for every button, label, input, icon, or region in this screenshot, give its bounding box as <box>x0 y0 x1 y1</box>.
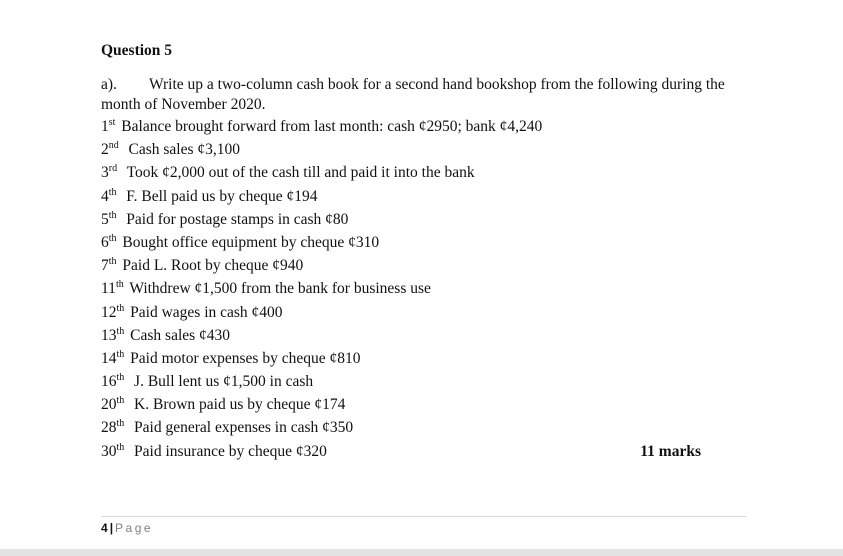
entry-day: 30 <box>101 442 117 460</box>
entry-day-suffix: th <box>116 441 125 453</box>
question-title: Question 5 <box>101 42 173 59</box>
entry-text: Paid wages in cash ¢400 <box>126 303 283 321</box>
entry-text: Paid motor expenses by cheque ¢810 <box>126 349 361 367</box>
entry-day: 6 <box>101 233 109 251</box>
entry-text: K. Brown paid us by cheque ¢174 <box>126 396 346 414</box>
entry-text: Balance brought forward from last month: cash ¢2950; bank ¢4,240 <box>117 118 543 135</box>
entry-text: Bought office equipment by cheque ¢310 <box>118 233 380 251</box>
entry-day: 13 <box>101 326 117 344</box>
transaction-entry <box>101 163 701 186</box>
entry-day-suffix: th <box>108 186 117 198</box>
entry-day: 1 <box>101 118 109 135</box>
entry-day: 16 <box>101 373 117 391</box>
entry-day: 7 <box>101 257 109 275</box>
entry-day: 4 <box>101 187 109 205</box>
entry-text: Paid for postage stamps in cash ¢80 <box>118 210 349 228</box>
entry-text: Took ¢2,000 out of the cash till and paid it into the bank <box>119 164 475 182</box>
entry-day-suffix: th <box>116 372 125 384</box>
transaction-entry <box>101 395 701 418</box>
entry-day-suffix: th <box>108 232 117 244</box>
page-bottom-edge <box>0 549 843 556</box>
entry-day-suffix: th <box>115 279 124 291</box>
entry-day-suffix: th <box>116 395 125 407</box>
page-number: 4 <box>101 521 108 535</box>
entry-day-suffix: th <box>108 209 117 221</box>
entry-text: J. Bull lent us ¢1,500 in cash <box>126 373 314 391</box>
transaction-entry <box>101 210 701 233</box>
entry-day: 11 <box>101 280 116 298</box>
part-label: a). <box>101 76 117 93</box>
entry-text: Cash sales ¢3,100 <box>120 141 241 159</box>
entry-text: Withdrew ¢1,500 from the bank for business use <box>125 280 431 298</box>
entry-day: 14 <box>101 349 117 367</box>
transaction-entry <box>101 140 701 163</box>
transaction-entry <box>101 349 701 372</box>
entry-day-suffix: th <box>108 256 117 268</box>
transaction-entry <box>101 233 701 256</box>
entry-text: Paid insurance by cheque ¢320 <box>126 442 327 460</box>
transaction-entry <box>101 418 701 441</box>
entry-text: Paid L. Root by cheque ¢940 <box>118 257 304 275</box>
transaction-entry <box>101 256 701 279</box>
transaction-entry <box>101 442 701 465</box>
entry-day-suffix: rd <box>108 163 118 175</box>
page-word: Page <box>115 521 154 535</box>
transaction-entry <box>101 303 701 326</box>
entry-day-suffix: th <box>116 348 125 360</box>
entry-day: 28 <box>101 419 117 437</box>
entry-text: Paid general expenses in cash ¢350 <box>126 419 354 437</box>
entry-day-suffix: st <box>108 117 116 128</box>
entry-text: Cash sales ¢430 <box>126 326 231 344</box>
entry-day: 20 <box>101 396 117 414</box>
instruction-text: Write up a two-column cash book for a second hand bookshop from the following during the month of November 2020. <box>101 76 725 113</box>
entry-day-suffix: nd <box>108 140 119 152</box>
footer-separator: | <box>109 521 114 535</box>
entry-text: F. Bell paid us by cheque ¢194 <box>118 187 318 205</box>
transaction-entry <box>101 326 701 349</box>
entry-day: 2 <box>101 141 109 159</box>
page-footer <box>101 520 153 536</box>
transaction-list <box>101 117 701 465</box>
transaction-entry <box>101 372 701 395</box>
marks-label: 11 marks <box>640 442 701 460</box>
entry-day: 12 <box>101 303 117 321</box>
entry-day: 3 <box>101 164 109 182</box>
entry-day-suffix: th <box>116 325 125 337</box>
question-instruction <box>101 75 751 115</box>
entry-day: 5 <box>101 210 109 228</box>
transaction-entry <box>101 117 701 140</box>
transaction-entry <box>101 279 701 302</box>
entry-day-suffix: th <box>116 418 125 430</box>
footer-divider <box>101 516 746 517</box>
entry-day-suffix: th <box>116 302 125 314</box>
transaction-entry <box>101 187 701 210</box>
